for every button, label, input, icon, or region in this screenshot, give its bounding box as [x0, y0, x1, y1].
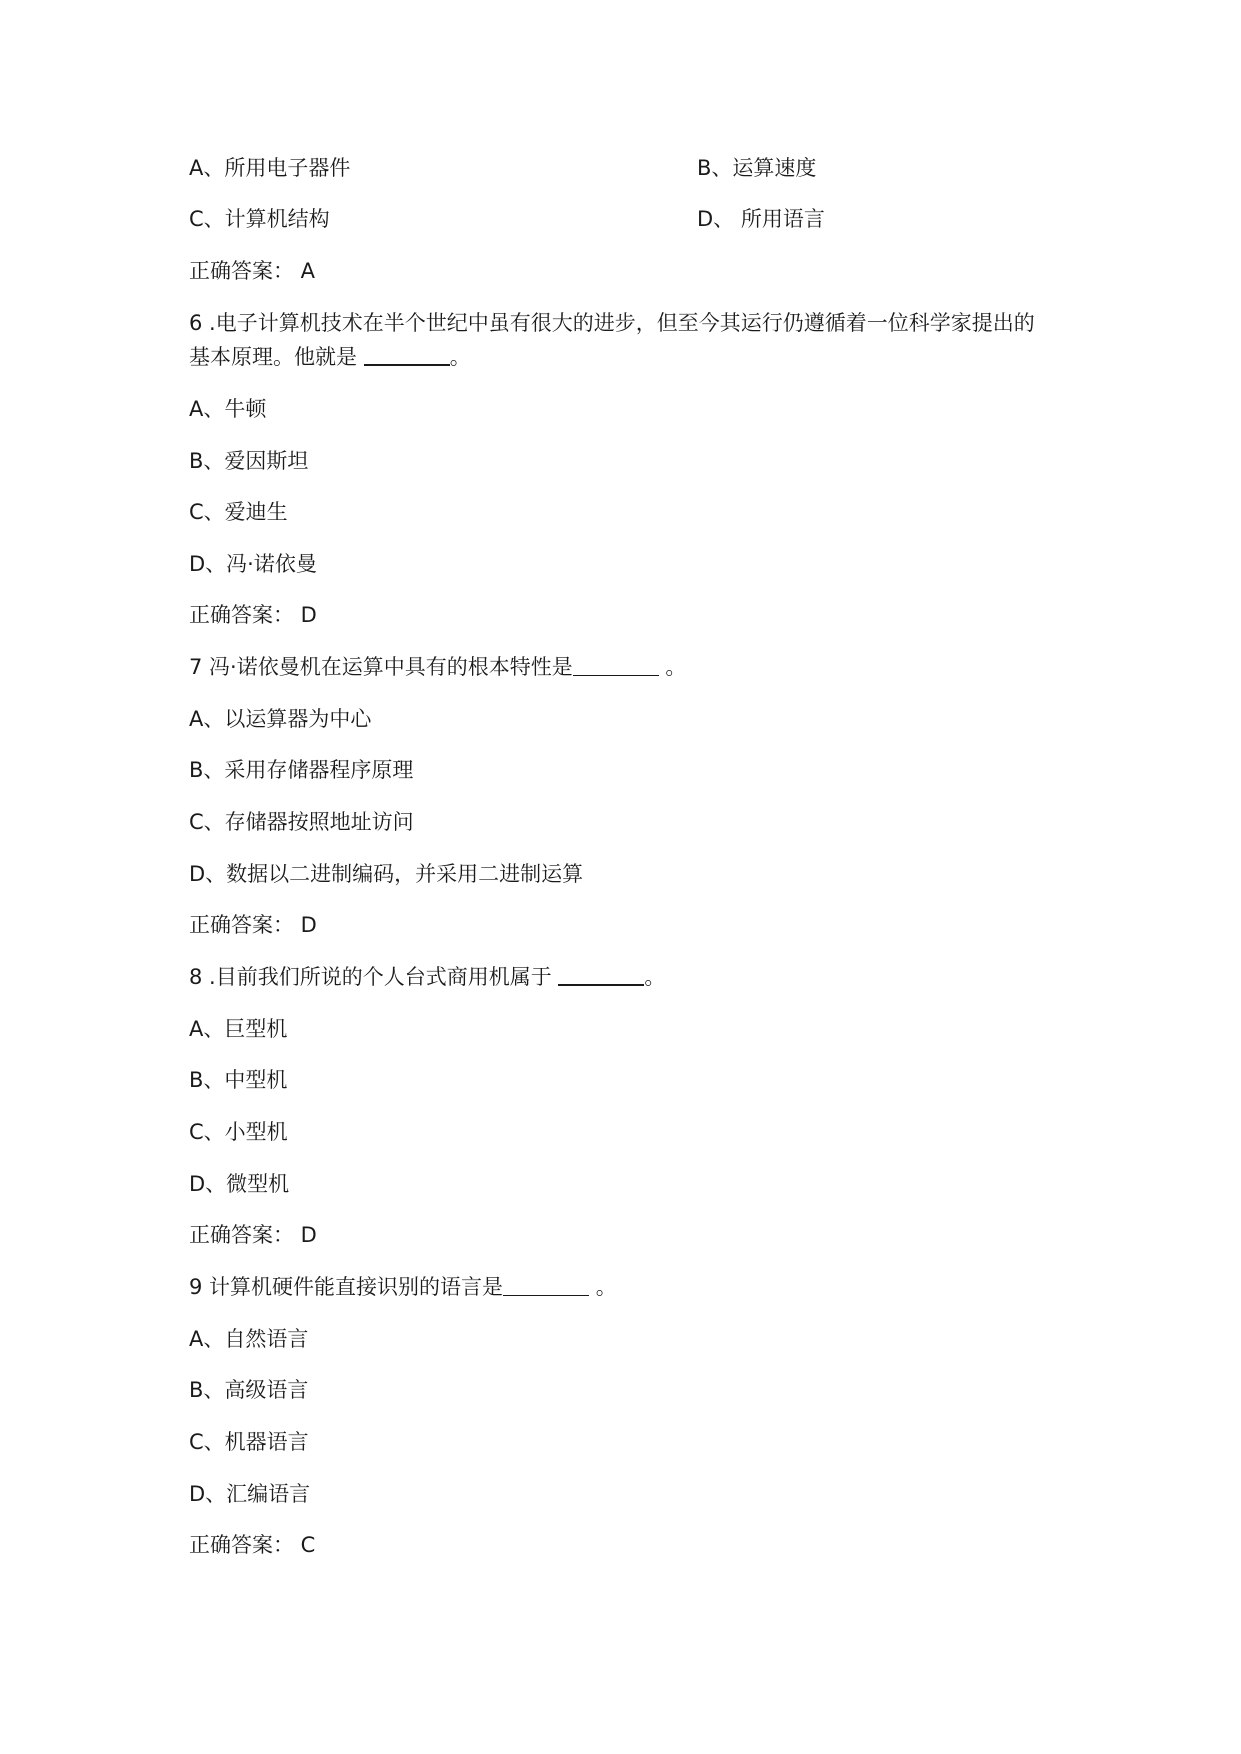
- q9-answer: 正确答案： C: [189, 1533, 316, 1557]
- q6-stem-line-1: 6 .电子计算机技术在半个世纪中虽有很大的进步，但至今其运行仍遵循着一位科学家提出的: [189, 311, 1035, 335]
- q5-option-b: B、运算速度: [697, 156, 817, 180]
- q8-stem: 8 .目前我们所说的个人台式商用机属于 。: [189, 965, 666, 989]
- q5-answer: 正确答案： A: [189, 259, 316, 283]
- q8-option-a: A、巨型机: [189, 1017, 288, 1041]
- q9-stem: 9 计算机硬件能直接识别的语言是 。: [189, 1275, 617, 1299]
- q6-answer: 正确答案： D: [189, 603, 317, 627]
- q5-option-d: D、 所用语言: [697, 207, 825, 231]
- q9-option-a: A、自然语言: [189, 1327, 309, 1351]
- q5-option-row-2: [189, 205, 825, 233]
- q9-option-d: D、汇编语言: [189, 1482, 311, 1506]
- q8-option-c: C、小型机: [189, 1120, 288, 1144]
- q6-option-b: B、爱因斯坦: [189, 449, 309, 473]
- q7-option-c: C、存储器按照地址访问: [189, 810, 414, 834]
- q7-option-d: D、数据以二进制编码，并采用二进制运算: [189, 862, 584, 886]
- q6-stem-line-2: 基本原理。他就是 。: [189, 345, 471, 369]
- q8-answer: 正确答案： D: [189, 1223, 317, 1247]
- q9-option-c: C、机器语言: [189, 1430, 309, 1454]
- q7-stem: 7 冯·诺依曼机在运算中具有的根本特性是 。: [189, 655, 687, 679]
- answer-blank: [558, 966, 644, 986]
- q7-option-b: B、采用存储器程序原理: [189, 758, 414, 782]
- q5-option-a: A、所用电子器件: [189, 156, 351, 180]
- q6-option-d: D、冯·诺依曼: [189, 552, 317, 576]
- q9-option-b: B、高级语言: [189, 1378, 309, 1402]
- q7-option-a: A、以运算器为中心: [189, 707, 372, 731]
- q5-option-row-1: [189, 154, 817, 182]
- answer-blank: [364, 346, 450, 366]
- q7-answer: 正确答案： D: [189, 913, 317, 937]
- q8-option-d: D、微型机: [189, 1172, 290, 1196]
- q6-option-a: A、牛顿: [189, 397, 267, 421]
- answer-blank: [573, 657, 659, 676]
- q8-option-b: B、中型机: [189, 1068, 288, 1092]
- answer-blank: [503, 1277, 589, 1296]
- q5-option-c: C、计算机结构: [189, 207, 330, 231]
- q6-option-c: C、爱迪生: [189, 500, 288, 524]
